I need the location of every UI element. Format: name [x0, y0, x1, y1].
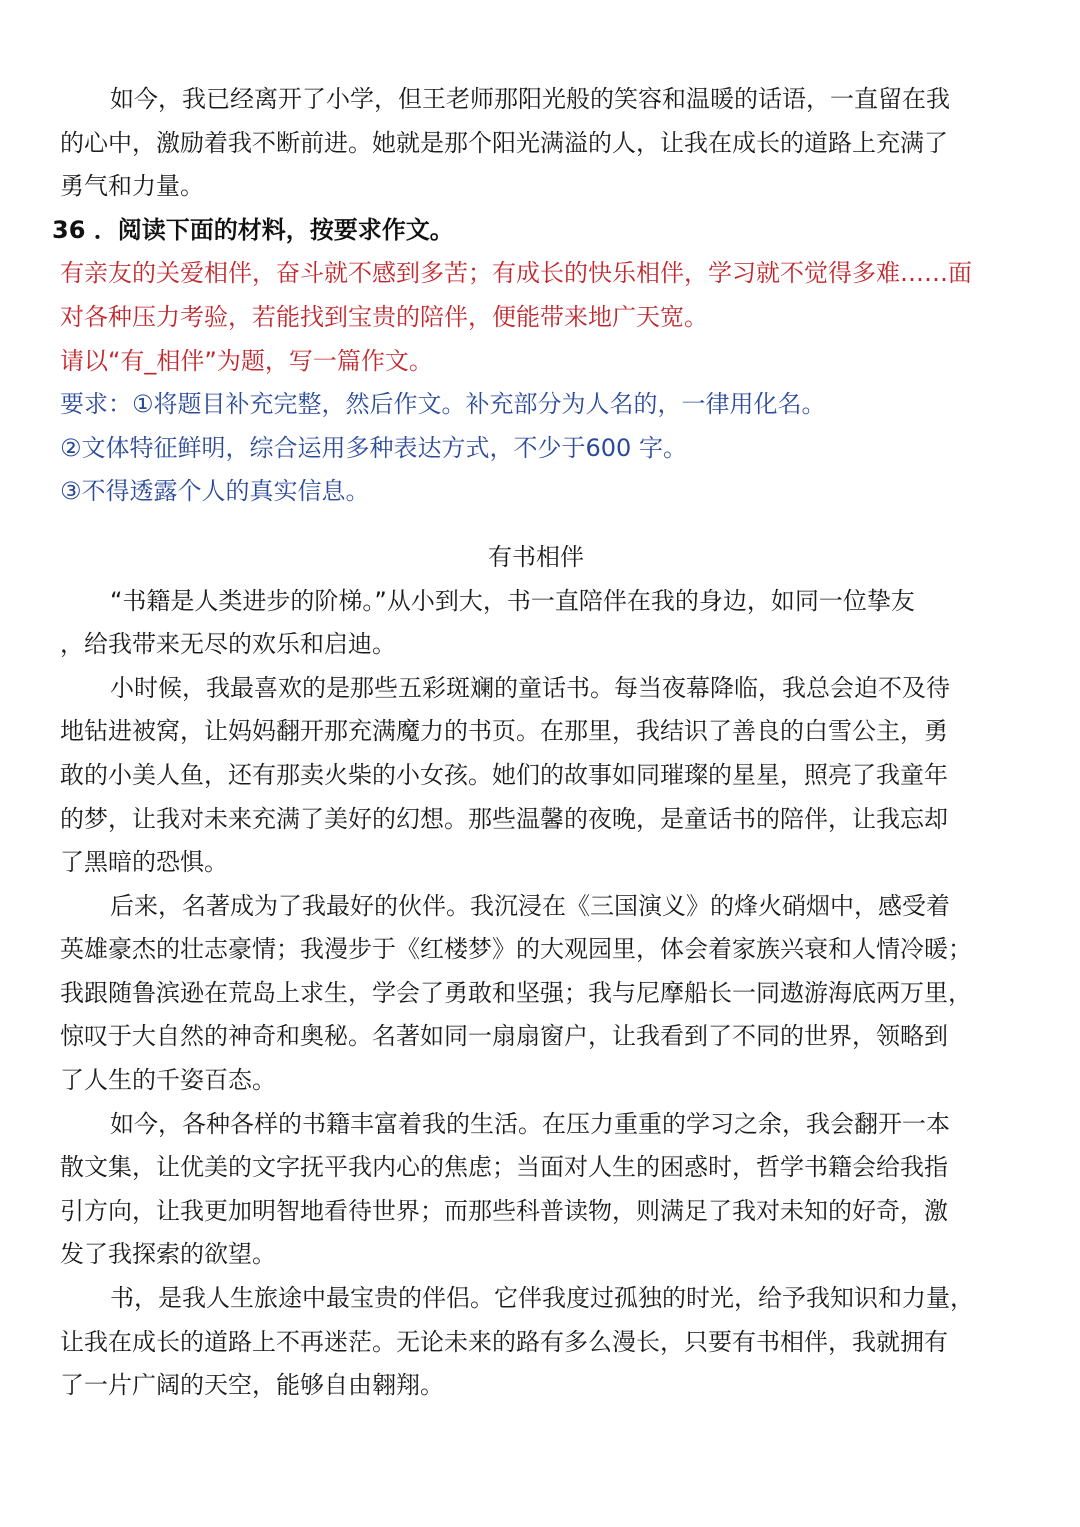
essay-paragraph: [60, 667, 1032, 885]
text-line: 书，是我人生旅途中最宝贵的伴侣。它伴我度过孤独的时光，给予我知识和力量，: [110, 1284, 974, 1313]
essay-paragraph: [60, 1103, 1032, 1277]
text-line: 敢的小美人鱼，还有那卖火柴的小女孩。她们的故事如同璀璨的星星，照亮了我童年: [60, 760, 948, 789]
text-line: 我跟随鲁滨逊在荒岛上求生，学会了勇敢和坚强；我与尼摩船长一同遨游海底两万里，: [60, 978, 972, 1007]
text-line: 了人生的千姿百态。: [60, 1066, 276, 1095]
text-line: 了黑暗的恐惧。: [60, 848, 228, 877]
document-page: [52, 78, 1032, 1408]
text-line: 了一片广阔的天空，能够自由翱翔。: [60, 1371, 444, 1400]
text-line: 发了我探索的欲望。: [60, 1240, 276, 1269]
requirement-line: 要求：①将题目补充完整，然后作文。补充部分为人名的，一律用化名。: [60, 390, 826, 419]
text-line: 如今，我已经离开了小学，但王老师那阳光般的笑容和温暖的话语，一直留在我: [110, 85, 950, 113]
essay-paragraph: [60, 580, 1032, 667]
question-title: 36 ．阅读下面的材料，按要求作文。: [52, 215, 454, 244]
text-line: 惊叹于大自然的神奇和奥秘。名著如同一扇扇窗户，让我看到了不同的世界，领略到: [60, 1022, 948, 1051]
intro-paragraph: [60, 78, 1032, 209]
text-line: 勇气和力量。: [60, 172, 204, 201]
text-line: 小时候，我最喜欢的是那些五彩斑斓的童话书。每当夜幕降临，我总会迫不及待: [110, 673, 950, 702]
text-line: 让我在成长的道路上不再迷茫。无论未来的路有多么漫长，只要有书相伴，我就拥有: [60, 1327, 948, 1356]
section-gap: [60, 514, 1032, 536]
text-line: ，给我带来无尽的欢乐和启迪。: [60, 630, 396, 659]
essay-paragraph: [60, 885, 1032, 1103]
text-line: 散文集，让优美的文字抚平我内心的焦虑；当面对人生的困惑时，哲学书籍会给我指: [60, 1153, 948, 1182]
material-line: 有亲友的关爱相伴，奋斗就不感到多苦；有成长的快乐相伴，学习就不觉得多难……面: [60, 259, 972, 288]
text-line: 英雄豪杰的壮志豪情；我漫步于《红楼梦》的大观园里，体会着家族兴衰和人情冷暖；: [60, 935, 972, 964]
text-line: 如今，各种各样的书籍丰富着我的生活。在压力重重的学习之余，我会翻开一本: [110, 1109, 950, 1138]
essay: [60, 536, 1032, 1408]
text-line: 后来，名著成为了我最好的伙伴。我沉浸在《三国演义》的烽火硝烟中，感受着: [110, 891, 950, 920]
question-section: [52, 209, 1032, 514]
text-line: 地钻进被窝，让妈妈翻开那充满魔力的书页。在那里，我结识了善良的白雪公主，勇: [60, 717, 948, 746]
text-line: 的梦，让我对未来充满了美好的幻想。那些温馨的夜晚，是童话书的陪伴，让我忘却: [60, 804, 948, 833]
material-line: 对各种压力考验，若能找到宝贵的陪伴，便能带来地广天宽。: [60, 302, 708, 331]
requirement-line: ③不得透露个人的真实信息。: [60, 477, 370, 506]
prompt-line: 请以“有_相伴”为题，写一篇作文。: [60, 346, 433, 375]
text-line: 引方向，让我更加明智地看待世界；而那些科普读物，则满足了我对未知的好奇，激: [60, 1196, 948, 1225]
requirement-line: ②文体特征鲜明，综合运用多种表达方式，不少于600 字。: [60, 433, 687, 462]
essay-title: 有书相伴: [488, 542, 584, 571]
text-line: 的心中，激励着我不断前进。她就是那个阳光满溢的人，让我在成长的道路上充满了: [60, 128, 948, 157]
text-line: “书籍是人类进步的阶梯。”从小到大，书一直陪伴在我的身边，如同一位挚友: [110, 586, 915, 615]
essay-paragraph: [60, 1277, 1032, 1408]
